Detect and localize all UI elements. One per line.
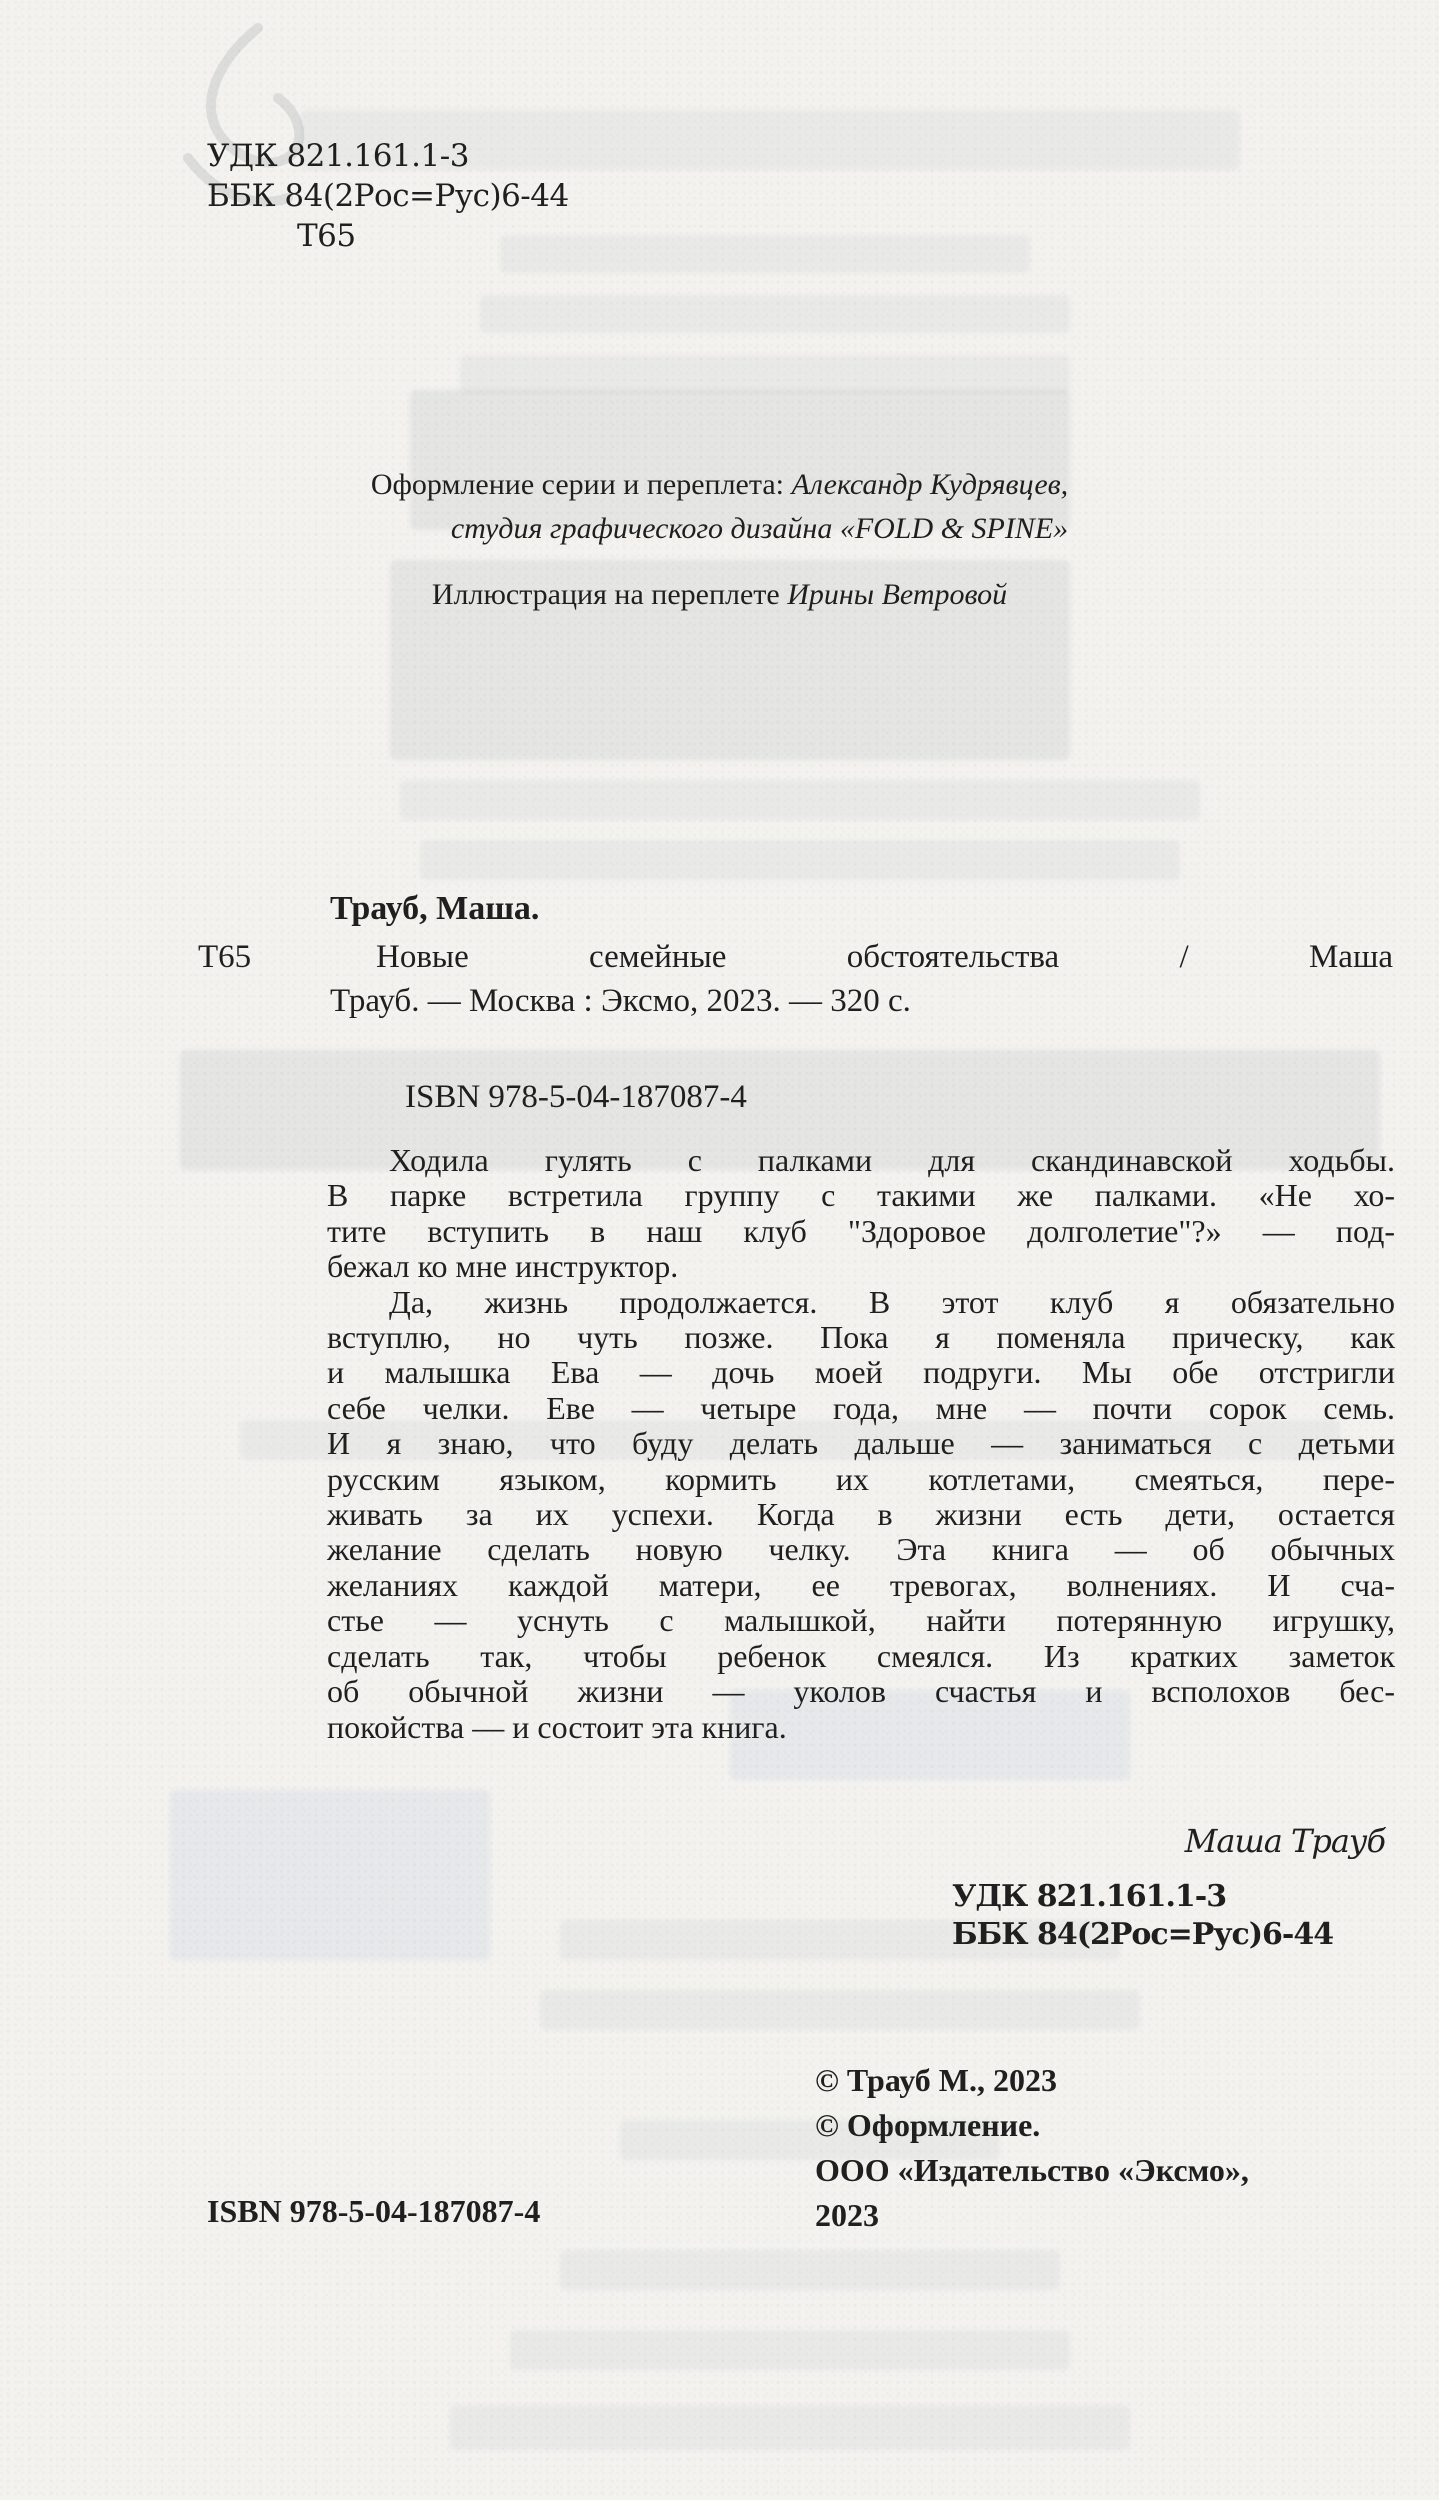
illustration-label: Иллюстрация на переплете [431, 578, 788, 611]
annotation-line: бежал ко мне инструктор. [327, 1248, 679, 1285]
annotation-line: В парке встретила группу с такими же палками. «Не хо- [327, 1177, 1395, 1214]
classification-codes-top [207, 136, 569, 256]
annotation-line: сделать так, чтобы ребенок смеялся. Из кратких заметок [327, 1637, 1395, 1674]
bbk-code-bold: ББК 84(2Рос=Рус)6-44 [952, 1917, 1334, 1952]
title-word: обстоятельства [846, 939, 1060, 975]
bbk-code: ББК 84(2Рос=Рус)6-44 [207, 178, 569, 214]
annotation-line: Ходила гулять с палками для скандинавской ходьбы. [389, 1142, 1395, 1178]
author-mark: Т65 [297, 218, 356, 254]
udk-code-bold: УДК 821.161.1-3 [952, 1879, 1227, 1914]
record-author-mark: Т65 [198, 939, 252, 975]
annotation-text [327, 1143, 1395, 1745]
series-designer-name: Александр Кудрявцев, [791, 468, 1069, 501]
annotation-line: вступлю, но чуть позже. Пока я поменяла прическу, как [327, 1319, 1395, 1356]
annotation-signature: Маша Трауб [1184, 1822, 1385, 1860]
record-title-line-2: Трауб. — Москва : Эксмо, 2023. — 320 с. [330, 983, 911, 1019]
series-design-credit [0, 463, 1439, 507]
title-word: семейные [589, 939, 727, 975]
author-heading: Трауб, Маша. [330, 890, 540, 927]
studio-credit [80, 507, 1439, 551]
annotation-line: себе челки. Еве — четыре года, мне — почти сорок семь. [327, 1389, 1395, 1426]
illustrator-name: Ирины Ветровой [787, 578, 1008, 611]
annotation-line: желаниях каждой матери, ее тревогах, волнениях. И сча- [327, 1566, 1395, 1603]
design-credits [0, 463, 1439, 617]
title-word: / [1179, 939, 1189, 975]
copyright-year: 2023 [815, 2197, 879, 2233]
record-title-line-1 [376, 936, 1393, 978]
annotation-line: стье — уснуть с малышкой, найти потерянную игрушку, [327, 1602, 1395, 1639]
annotation-line: желание сделать новую челку. Эта книга — об обычных [327, 1531, 1395, 1568]
copyright-publisher: ООО «Издательство «Эксмо», [815, 2152, 1249, 2188]
annotation-line: покойства — и состоит эта книга. [327, 1708, 787, 1745]
copyright-author: © Трауб М., 2023 [815, 2062, 1057, 2098]
annotation-line: И я знаю, что буду делать дальше — заниматься с детьми [327, 1425, 1395, 1462]
copyright-block [815, 2058, 1249, 2238]
annotation-line: тите вступить в наш клуб "Здоровое долголетие"?» — под- [327, 1212, 1395, 1249]
copyright-design: © Оформление. [815, 2107, 1041, 2143]
isbn-bold: ISBN 978-5-04-187087-4 [207, 2193, 541, 2229]
illustration-credit [0, 573, 1439, 617]
annotation-line: об обычной жизни — уколов счастья и всполохов бес- [327, 1673, 1395, 1710]
record-isbn: ISBN 978-5-04-187087-4 [405, 1079, 747, 1115]
annotation-line: живать за их успехи. Когда в жизни есть дети, остается [327, 1496, 1395, 1533]
annotation-line: и малышка Ева — дочь моей подруги. Мы обе отстригли [327, 1354, 1395, 1391]
title-word: Маша [1308, 939, 1393, 975]
title-word: Новые [376, 939, 469, 975]
series-design-label: Оформление серии и переплета: [370, 468, 792, 501]
udk-code: УДК 821.161.1-3 [207, 138, 469, 174]
annotation-line: Да, жизнь продолжается. В этот клуб я обязательно [389, 1283, 1395, 1320]
annotation-line: русским языком, кормить их котлетами, смеяться, пере- [327, 1460, 1395, 1497]
classification-codes-bottom [952, 1878, 1333, 1954]
studio-name: студия графического дизайна «FOLD & SPINE» [450, 512, 1069, 545]
